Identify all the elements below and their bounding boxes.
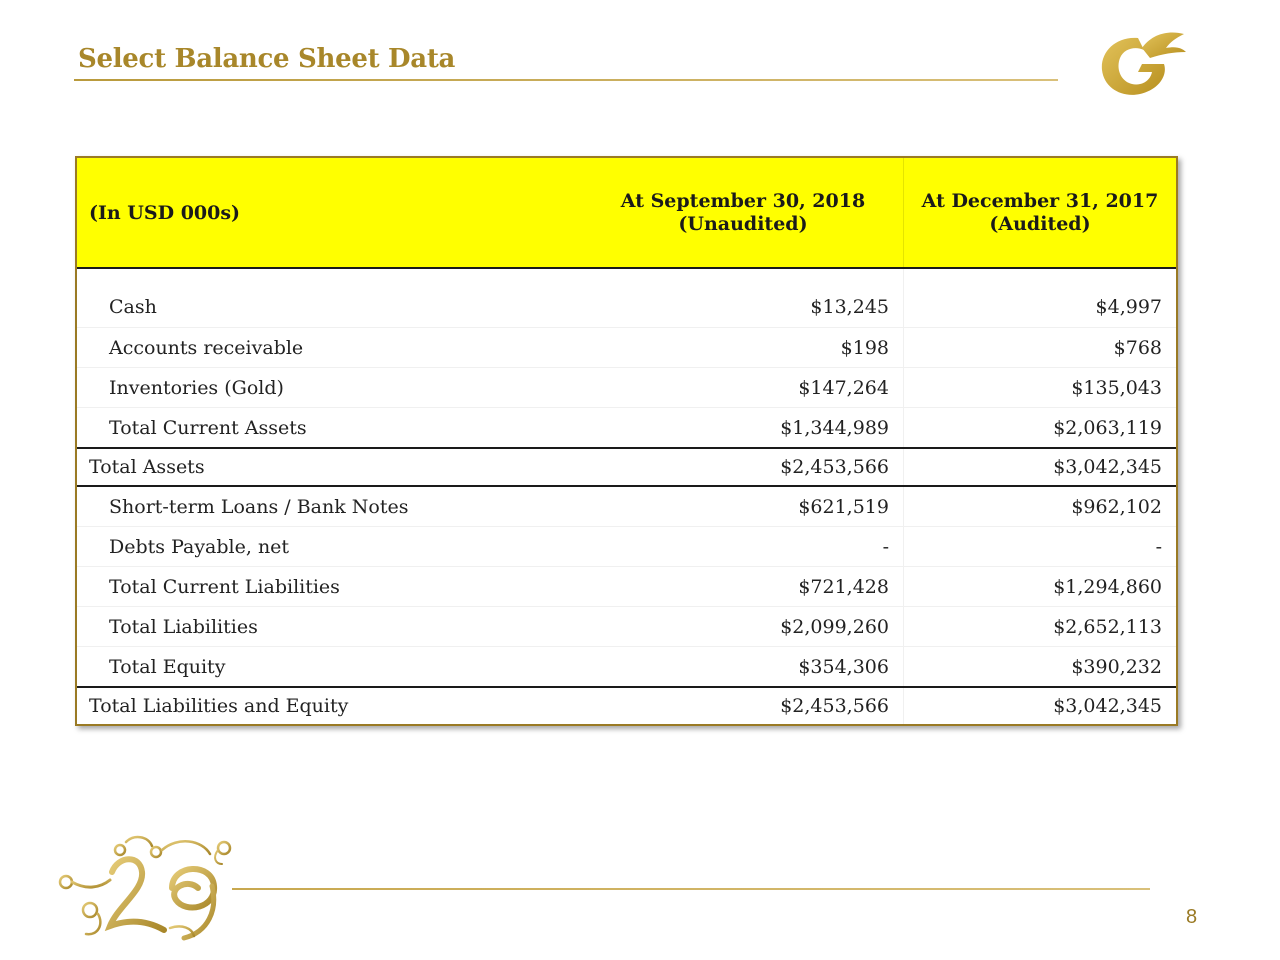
row-value-2017: $962,102 — [904, 486, 1177, 527]
table-row — [77, 527, 1176, 567]
row-label: Accounts receivable — [109, 336, 304, 359]
row-value-2017: $1,294,860 — [904, 567, 1177, 607]
column-header-line: (Audited) — [989, 212, 1091, 235]
row-value-2018: - — [882, 535, 889, 558]
title-divider — [74, 79, 1058, 81]
company-logo-icon — [1092, 24, 1188, 104]
column-header-line: (Unaudited) — [678, 212, 808, 235]
table-header-row — [77, 158, 1176, 268]
row-value-2018: $147,264 — [798, 376, 889, 399]
column-header-line: At September 30, 2018 — [620, 189, 866, 212]
column-header-line: At December 31, 2017 — [921, 189, 1159, 212]
row-value-2018: $621,519 — [798, 495, 889, 518]
row-value-2017: $4,997 — [904, 268, 1177, 328]
table-row — [77, 567, 1176, 607]
row-value-2017: - — [904, 527, 1177, 567]
row-label: Total Liabilities and Equity — [89, 695, 349, 717]
row-label: Total Liabilities — [109, 615, 258, 638]
row-value-2017: $390,232 — [904, 647, 1177, 688]
table-row — [77, 486, 1176, 527]
row-label: Total Current Liabilities — [109, 575, 340, 598]
row-value-2018: $721,428 — [798, 575, 889, 598]
row-value-2018: $1,344,989 — [780, 416, 889, 439]
page-number: 8 — [1186, 906, 1198, 928]
row-value-2017: $768 — [904, 328, 1177, 368]
row-label: Total Current Assets — [109, 416, 307, 439]
table-row-total — [77, 448, 1176, 486]
table-row-total — [77, 687, 1176, 724]
column-header-sep-2018 — [592, 158, 904, 268]
column-header-dec-2017 — [904, 158, 1177, 268]
row-value-2018: $2,453,566 — [780, 695, 889, 717]
row-value-2017: $2,652,113 — [904, 607, 1177, 647]
row-value-2018: $2,453,566 — [780, 456, 889, 478]
row-label: Debts Payable, net — [109, 535, 290, 558]
row-label: Total Equity — [109, 655, 226, 678]
footer-divider — [232, 888, 1150, 890]
row-value-2018: $13,245 — [810, 296, 889, 318]
row-label: Short-term Loans / Bank Notes — [109, 495, 409, 518]
row-value-2018: $198 — [840, 336, 889, 359]
row-label: Total Assets — [89, 456, 205, 478]
row-value-2017: $135,043 — [904, 368, 1177, 408]
table-row — [77, 368, 1176, 408]
table-row — [77, 328, 1176, 368]
page-title: Select Balance Sheet Data — [78, 44, 456, 74]
table-row — [77, 408, 1176, 449]
row-value-2017: $3,042,345 — [904, 448, 1177, 486]
row-value-2017: $2,063,119 — [904, 408, 1177, 449]
balance-sheet-table — [75, 156, 1178, 726]
row-value-2017: $3,042,345 — [904, 687, 1177, 724]
ornament-20-icon — [52, 828, 242, 946]
table-row — [77, 268, 1176, 328]
table-row — [77, 607, 1176, 647]
row-label: Cash — [109, 296, 157, 318]
row-value-2018: $354,306 — [798, 655, 889, 678]
row-value-2018: $2,099,260 — [780, 615, 889, 638]
row-label: Inventories (Gold) — [109, 376, 284, 399]
table-row — [77, 647, 1176, 688]
unit-label: (In USD 000s) — [89, 201, 241, 224]
